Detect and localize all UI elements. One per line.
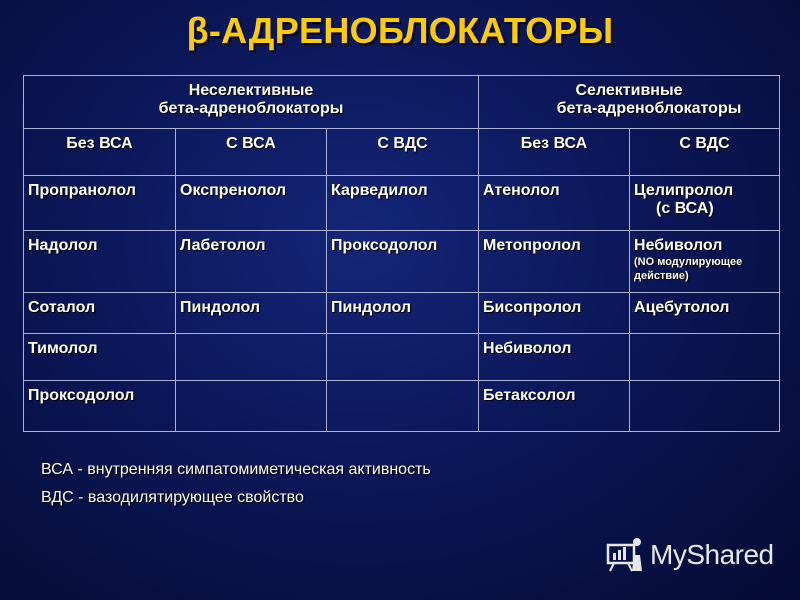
subheader-cell: Без ВСА (24, 129, 176, 176)
group-header-row (24, 76, 780, 129)
table-cell (630, 176, 780, 231)
footnote-vsa: ВСА - внутренняя симпатомиметическая активность (41, 461, 431, 478)
subheader-row (24, 129, 780, 176)
watermark-logo (604, 530, 774, 580)
footnotes (41, 456, 431, 512)
table-cell: Ацебутолол (630, 293, 780, 334)
table-row (24, 381, 780, 432)
drug-name: Целипролол (634, 182, 734, 199)
footnote-vds: ВДС - вазодилятирующее свойство (41, 489, 304, 506)
table-cell: Бисопролол (479, 293, 630, 334)
table-row (24, 334, 780, 381)
group-header-selective (479, 76, 780, 129)
table-cell: Надолол (24, 231, 176, 293)
table-cell: Пиндолол (176, 293, 327, 334)
page-title: β-АДРЕНОБЛОКАТОРЫ (186, 10, 614, 51)
subheader-cell: С ВДС (327, 129, 479, 176)
table-cell (327, 334, 479, 381)
drug-name: Небиволол (634, 237, 723, 254)
drug-note: (с ВСА) (656, 200, 714, 217)
table-cell: Тимолол (24, 334, 176, 381)
table-cell (630, 334, 780, 381)
watermark-text: MyShared (650, 539, 774, 570)
table-cell: Проксодолол (24, 381, 176, 432)
table-cell: Лабетолол (176, 231, 327, 293)
subheader-cell: С ВСА (176, 129, 327, 176)
table-cell: Соталол (24, 293, 176, 334)
subheader-cell: С ВДС (630, 129, 780, 176)
group-header-line: Неселективные (188, 82, 314, 99)
table-row (24, 176, 780, 231)
group-header-nonselective (24, 76, 479, 129)
table-cell: Пропранолол (24, 176, 176, 231)
table-cell: Бетаксолол (479, 381, 630, 432)
table-cell: Проксодолол (327, 231, 479, 293)
table-cell: Пиндолол (327, 293, 479, 334)
table-cell: Небиволол (479, 334, 630, 381)
table-cell (176, 334, 327, 381)
table-row (24, 231, 780, 293)
table-cell: Карведилол (327, 176, 479, 231)
group-header-line: Селективные (575, 82, 683, 99)
table-cell (630, 231, 780, 293)
drug-note: (NO модулирующее действие) (634, 256, 743, 282)
subheader-cell: Без ВСА (479, 129, 630, 176)
group-header-line: бета-адреноблокаторы (556, 100, 742, 117)
beta-blockers-table (23, 75, 780, 432)
presentation-icon (604, 535, 644, 575)
table-cell (327, 381, 479, 432)
group-header-line: бета-адреноблокаторы (158, 100, 344, 117)
table-cell (630, 381, 780, 432)
table-row (24, 293, 780, 334)
table-cell: Метопролол (479, 231, 630, 293)
table-cell: Окспренолол (176, 176, 327, 231)
table-cell (176, 381, 327, 432)
table-cell: Атенолол (479, 176, 630, 231)
